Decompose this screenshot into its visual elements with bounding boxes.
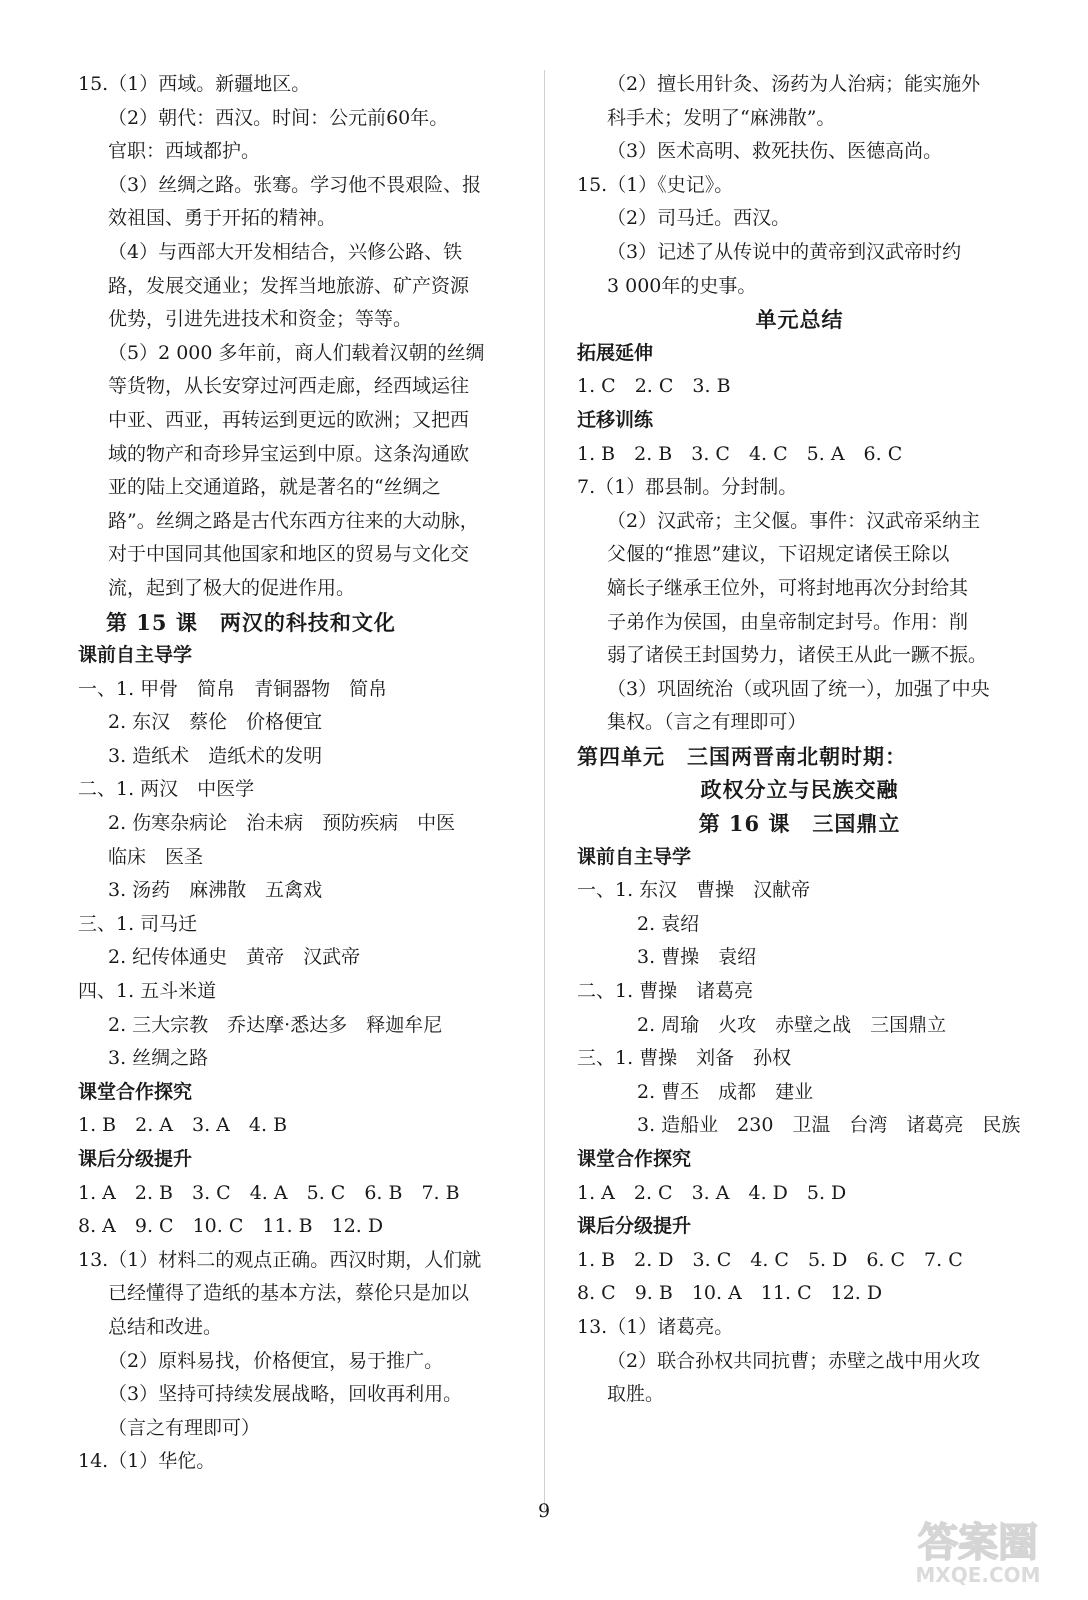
section-heading: 第 16 课 三国鼎立 — [698, 811, 901, 837]
text-line: 3. 丝绸之路 — [108, 1047, 209, 1070]
text-line: 域的物产和奇珍异宝运到中原。这条沟通欧 — [108, 442, 470, 465]
text-line: 2. 曹丕 成都 建业 — [637, 1080, 814, 1103]
section-heading: 迁移训练 — [577, 408, 654, 431]
column-divider — [544, 70, 545, 1510]
text-line: 3. 造船业 230 卫温 台湾 诸葛亮 民族 — [637, 1114, 1021, 1137]
text-line: 路，发展交通业；发挥当地旅游、矿产资源 — [108, 274, 470, 297]
text-line: 2. 周瑜 火攻 赤壁之战 三国鼎立 — [637, 1013, 947, 1036]
text-line: 亚的陆上交通道路，就是著名的“丝绸之 — [108, 476, 441, 499]
text-line: 1. B 2. A 3. A 4. B — [78, 1114, 288, 1137]
text-line: 14.（1）华佗。 — [78, 1450, 216, 1473]
text-line: 对于中国同其他国家和地区的贸易与文化交 — [108, 543, 470, 566]
text-line: （2）汉武帝；主父偃。事件：汉武帝采纳主 — [607, 509, 981, 532]
text-line: 15.（1）《史记》。 — [577, 173, 734, 196]
text-line: （3）医术高明、救死扶伤、医德高尚。 — [607, 140, 943, 163]
section-heading: 拓展延伸 — [577, 341, 654, 364]
text-line: 2. 袁绍 — [637, 912, 700, 935]
text-line: 3 000年的史事。 — [607, 274, 757, 297]
text-line: 2. 东汉 蔡伦 价格便宜 — [108, 711, 323, 734]
text-line: 流，起到了极大的促进作用。 — [108, 576, 356, 599]
text-line: 官职：西域都护。 — [108, 140, 261, 163]
text-line: 1. A 2. B 3. C 4. A 5. C 6. B 7. B — [78, 1181, 460, 1204]
section-heading: 课后分级提升 — [577, 1215, 692, 1238]
text-line: （4）与西部大开发相结合，兴修公路、铁 — [108, 240, 463, 263]
text-line: 中亚、西亚，再转运到更远的欧洲；又把西 — [108, 408, 470, 431]
text-line: 8. C 9. B 10. A 11. C 12. D — [577, 1282, 883, 1305]
text-line: 2. 伤寒杂病论 治未病 预防疾病 中医 — [108, 812, 456, 835]
text-line: 一、1. 东汉 曹操 汉献帝 — [577, 879, 811, 902]
text-line: 路”。丝绸之路是古代东西方往来的大动脉， — [108, 509, 479, 532]
text-line: 科手术；发明了“麻沸散”。 — [607, 106, 836, 129]
text-line: 13.（1）材料二的观点正确。西汉时期，人们就 — [78, 1248, 482, 1271]
text-line: 临床 医圣 — [108, 845, 204, 868]
text-line: 效祖国、勇于开拓的精神。 — [108, 207, 337, 230]
section-heading: 课后分级提升 — [78, 1148, 193, 1170]
text-line: （2）朝代：西汉。时间：公元前60年。 — [108, 106, 449, 129]
section-heading: 课堂合作探究 — [577, 1148, 692, 1170]
text-line: 8. A 9. C 10. C 11. B 12. D — [78, 1215, 384, 1238]
text-line: 二、1. 曹操 诸葛亮 — [577, 980, 754, 1003]
text-line: （2）原料易找，价格便宜，易于推广。 — [108, 1349, 444, 1372]
text-line: 3. 曹操 袁绍 — [637, 946, 757, 969]
text-line: 1. B 2. D 3. C 4. C 5. D 6. C 7. C — [577, 1248, 963, 1271]
text-line: 3. 造纸术 造纸术的发明 — [108, 744, 323, 767]
text-line: 子弟作为侯国，由皇帝制定封号。作用：削 — [607, 610, 969, 633]
text-line: 15.（1）西域。新疆地区。 — [78, 73, 311, 95]
text-line: 优势，引进先进技术和资金；等等。 — [108, 308, 413, 331]
text-line: （3）坚持可持续发展战略，回收再利用。 — [108, 1383, 463, 1406]
text-line: 2. 三大宗教 乔达摩·悉达多 释迦牟尼 — [108, 1013, 443, 1036]
text-line: （2）司马迁。西汉。 — [607, 207, 791, 230]
text-line: 取胜。 — [607, 1383, 665, 1406]
right-column — [577, 68, 1022, 1412]
text-line: 1. C 2. C 3. B — [577, 375, 731, 398]
text-line: 3. 汤药 麻沸散 五禽戏 — [108, 879, 323, 902]
section-heading: 第 15 课 两汉的科技和文化 — [106, 609, 396, 635]
section-heading: 课堂合作探究 — [78, 1080, 193, 1103]
text-line: （3）巩固统治（或巩固了统一），加强了中央 — [607, 677, 990, 700]
text-line: （5）2 000 多年前，商人们载着汉朝的丝绸 — [108, 341, 485, 364]
page-number: 9 — [537, 1500, 551, 1522]
section-heading: 第四单元 三国两晋南北朝时期： — [577, 743, 907, 769]
text-line: 7.（1）郡县制。分封制。 — [577, 476, 798, 499]
text-line: 总结和改进。 — [108, 1315, 223, 1338]
text-line: （2）擅长用针灸、汤药为人治病；能实施外 — [607, 73, 981, 95]
text-line: 三、1. 司马迁 — [78, 912, 198, 935]
text-line: 三、1. 曹操 刘备 孙权 — [577, 1047, 792, 1070]
watermark-text: 答案圈 — [918, 1520, 1038, 1566]
text-line: 1. A 2. C 3. A 4. D 5. D — [577, 1181, 847, 1204]
text-line: 二、1. 两汉 中医学 — [78, 778, 255, 801]
section-heading: 单元总结 — [755, 307, 844, 333]
text-line: 一、1. 甲骨 简帛 青铜器物 简帛 — [78, 677, 388, 700]
text-line: 2. 纪传体通史 黄帝 汉武帝 — [108, 946, 361, 969]
text-line: 13.（1）诸葛亮。 — [577, 1315, 734, 1338]
text-line: （3）丝绸之路。张骞。学习他不畏艰险、报 — [108, 173, 482, 196]
text-line: 弱了诸侯王封国势力，诸侯王从此一蹶不振。 — [607, 644, 988, 667]
text-line: 集权。（言之有理即可） — [607, 711, 807, 734]
watermark-logo — [888, 1512, 1068, 1588]
text-line: （言之有理即可） — [108, 1416, 261, 1439]
section-heading: 课前自主导学 — [577, 845, 692, 868]
watermark-url: MXQE.COM — [915, 1563, 1041, 1587]
text-line: 等货物，从长安穿过河西走廊，经西域运往 — [108, 375, 470, 398]
left-column — [78, 68, 523, 1479]
text-line: （3）记述了从传说中的黄帝到汉武帝时约 — [607, 240, 962, 263]
text-line: 四、1. 五斗米道 — [78, 980, 217, 1003]
text-line: 嫡长子继承王位外，可将封地再次分封给其 — [607, 576, 969, 599]
text-line: （2）联合孙权共同抗曹；赤壁之战中用火攻 — [607, 1349, 981, 1372]
section-heading: 课前自主导学 — [78, 644, 193, 667]
text-line: 1. B 2. B 3. C 4. C 5. A 6. C — [577, 442, 903, 465]
text-line: 已经懂得了造纸的基本方法，蔡伦只是加以 — [108, 1282, 470, 1305]
text-line: 父偃的“推恩”建议，下诏规定诸侯王除以 — [607, 543, 950, 566]
section-heading: 政权分立与民族交融 — [700, 777, 899, 803]
